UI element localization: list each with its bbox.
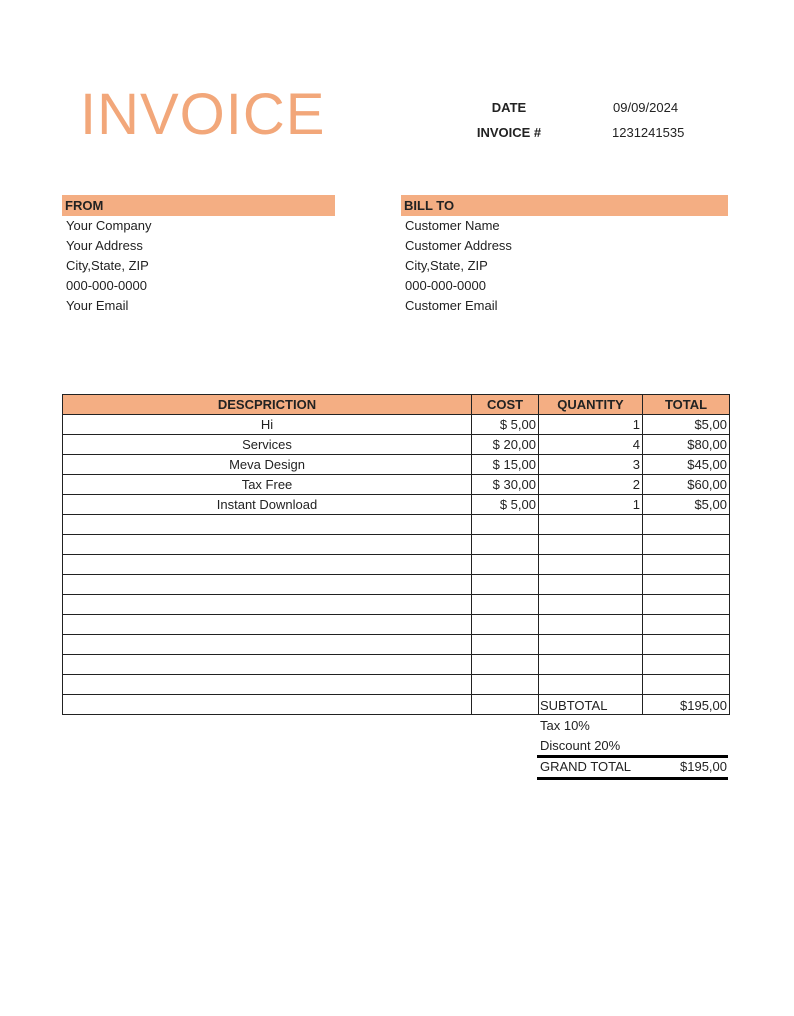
subtotal-label: SUBTOTAL — [540, 698, 608, 713]
empty-cell — [63, 675, 472, 695]
item-description: Hi — [63, 415, 472, 435]
item-total: $45,00 — [643, 455, 730, 475]
tax-row — [540, 716, 727, 736]
item-total: $80,00 — [643, 435, 730, 455]
empty-cell — [472, 635, 539, 655]
subtotal-row — [540, 696, 727, 716]
bill-to-line: Customer Name — [405, 218, 500, 233]
empty-cell — [643, 635, 730, 655]
empty-cell — [472, 595, 539, 615]
empty-cell — [643, 515, 730, 535]
header-quantity: QUANTITY — [539, 395, 643, 415]
item-cost: $ 15,00 — [472, 455, 539, 475]
empty-cell — [643, 655, 730, 675]
empty-cell — [539, 555, 643, 575]
empty-table-row — [63, 555, 730, 575]
empty-table-row — [63, 515, 730, 535]
bill-to-address — [405, 216, 512, 316]
empty-cell — [643, 555, 730, 575]
table-row — [63, 495, 730, 515]
from-heading: FROM — [62, 195, 335, 216]
item-quantity: 4 — [539, 435, 643, 455]
item-total: $5,00 — [643, 495, 730, 515]
empty-cell — [539, 655, 643, 675]
empty-cell — [472, 575, 539, 595]
empty-cell — [539, 535, 643, 555]
grand-total-value: $195,00 — [680, 759, 727, 774]
empty-cell — [643, 535, 730, 555]
empty-table-row — [63, 635, 730, 655]
empty-cell — [539, 675, 643, 695]
item-description: Instant Download — [63, 495, 472, 515]
empty-cell — [643, 595, 730, 615]
item-cost: $ 5,00 — [472, 495, 539, 515]
empty-table-row — [63, 615, 730, 635]
header-description: DESCPRICTION — [63, 395, 472, 415]
from-line: Your Company — [66, 218, 152, 233]
grand-total-row — [540, 757, 727, 777]
empty-cell — [472, 655, 539, 675]
line-items-table — [62, 394, 730, 715]
empty-cell — [539, 595, 643, 615]
empty-cell — [539, 575, 643, 595]
table-header-row — [63, 395, 730, 415]
empty-cell — [472, 555, 539, 575]
from-line: Your Email — [66, 298, 129, 313]
invoice-number-label: INVOICE # — [476, 125, 542, 140]
item-total: $60,00 — [643, 475, 730, 495]
empty-cell — [643, 675, 730, 695]
table-row — [63, 475, 730, 495]
tax-label: Tax 10% — [540, 718, 590, 733]
item-quantity: 1 — [539, 415, 643, 435]
item-total: $5,00 — [643, 415, 730, 435]
item-description: Meva Design — [63, 455, 472, 475]
empty-cell — [63, 695, 472, 715]
empty-cell — [63, 655, 472, 675]
invoice-number-value: 1231241535 — [612, 125, 685, 140]
empty-cell — [643, 615, 730, 635]
date-label: DATE — [491, 100, 527, 115]
item-cost: $ 30,00 — [472, 475, 539, 495]
bill-to-line: Customer Email — [405, 298, 498, 313]
header-cost: COST — [472, 395, 539, 415]
item-cost: $ 5,00 — [472, 415, 539, 435]
empty-cell — [472, 515, 539, 535]
item-quantity: 2 — [539, 475, 643, 495]
bill-to-line: City,State, ZIP — [405, 258, 488, 273]
empty-cell — [63, 575, 472, 595]
empty-cell — [539, 515, 643, 535]
from-line: 000-000-0000 — [66, 278, 147, 293]
item-cost: $ 20,00 — [472, 435, 539, 455]
table-row — [63, 435, 730, 455]
from-address — [66, 216, 152, 316]
empty-cell — [63, 635, 472, 655]
bill-to-heading: BILL TO — [401, 195, 728, 216]
from-line: Your Address — [66, 238, 143, 253]
header-total: TOTAL — [643, 395, 730, 415]
empty-table-row — [63, 655, 730, 675]
table-row — [63, 415, 730, 435]
empty-cell — [63, 515, 472, 535]
empty-cell — [472, 535, 539, 555]
empty-cell — [63, 535, 472, 555]
empty-cell — [539, 615, 643, 635]
grand-total-bottom-rule — [537, 777, 728, 780]
empty-cell — [63, 595, 472, 615]
empty-cell — [472, 615, 539, 635]
from-line: City,State, ZIP — [66, 258, 149, 273]
item-description: Tax Free — [63, 475, 472, 495]
subtotal-value: $195,00 — [680, 698, 727, 713]
empty-table-row — [63, 535, 730, 555]
empty-table-row — [63, 575, 730, 595]
empty-cell — [539, 635, 643, 655]
empty-table-row — [63, 675, 730, 695]
item-description: Services — [63, 435, 472, 455]
empty-cell — [63, 555, 472, 575]
empty-cell — [643, 575, 730, 595]
empty-cell — [472, 695, 539, 715]
discount-label: Discount 20% — [540, 738, 621, 753]
invoice-title: INVOICE — [80, 82, 326, 147]
empty-cell — [63, 615, 472, 635]
grand-total-label: GRAND TOTAL — [540, 759, 632, 774]
bill-to-line: Customer Address — [405, 238, 512, 253]
date-value: 09/09/2024 — [613, 100, 679, 115]
empty-table-row — [63, 595, 730, 615]
discount-row — [540, 736, 727, 756]
bill-to-line: 000-000-0000 — [405, 278, 486, 293]
table-row — [63, 455, 730, 475]
item-quantity: 1 — [539, 495, 643, 515]
empty-cell — [472, 675, 539, 695]
item-quantity: 3 — [539, 455, 643, 475]
